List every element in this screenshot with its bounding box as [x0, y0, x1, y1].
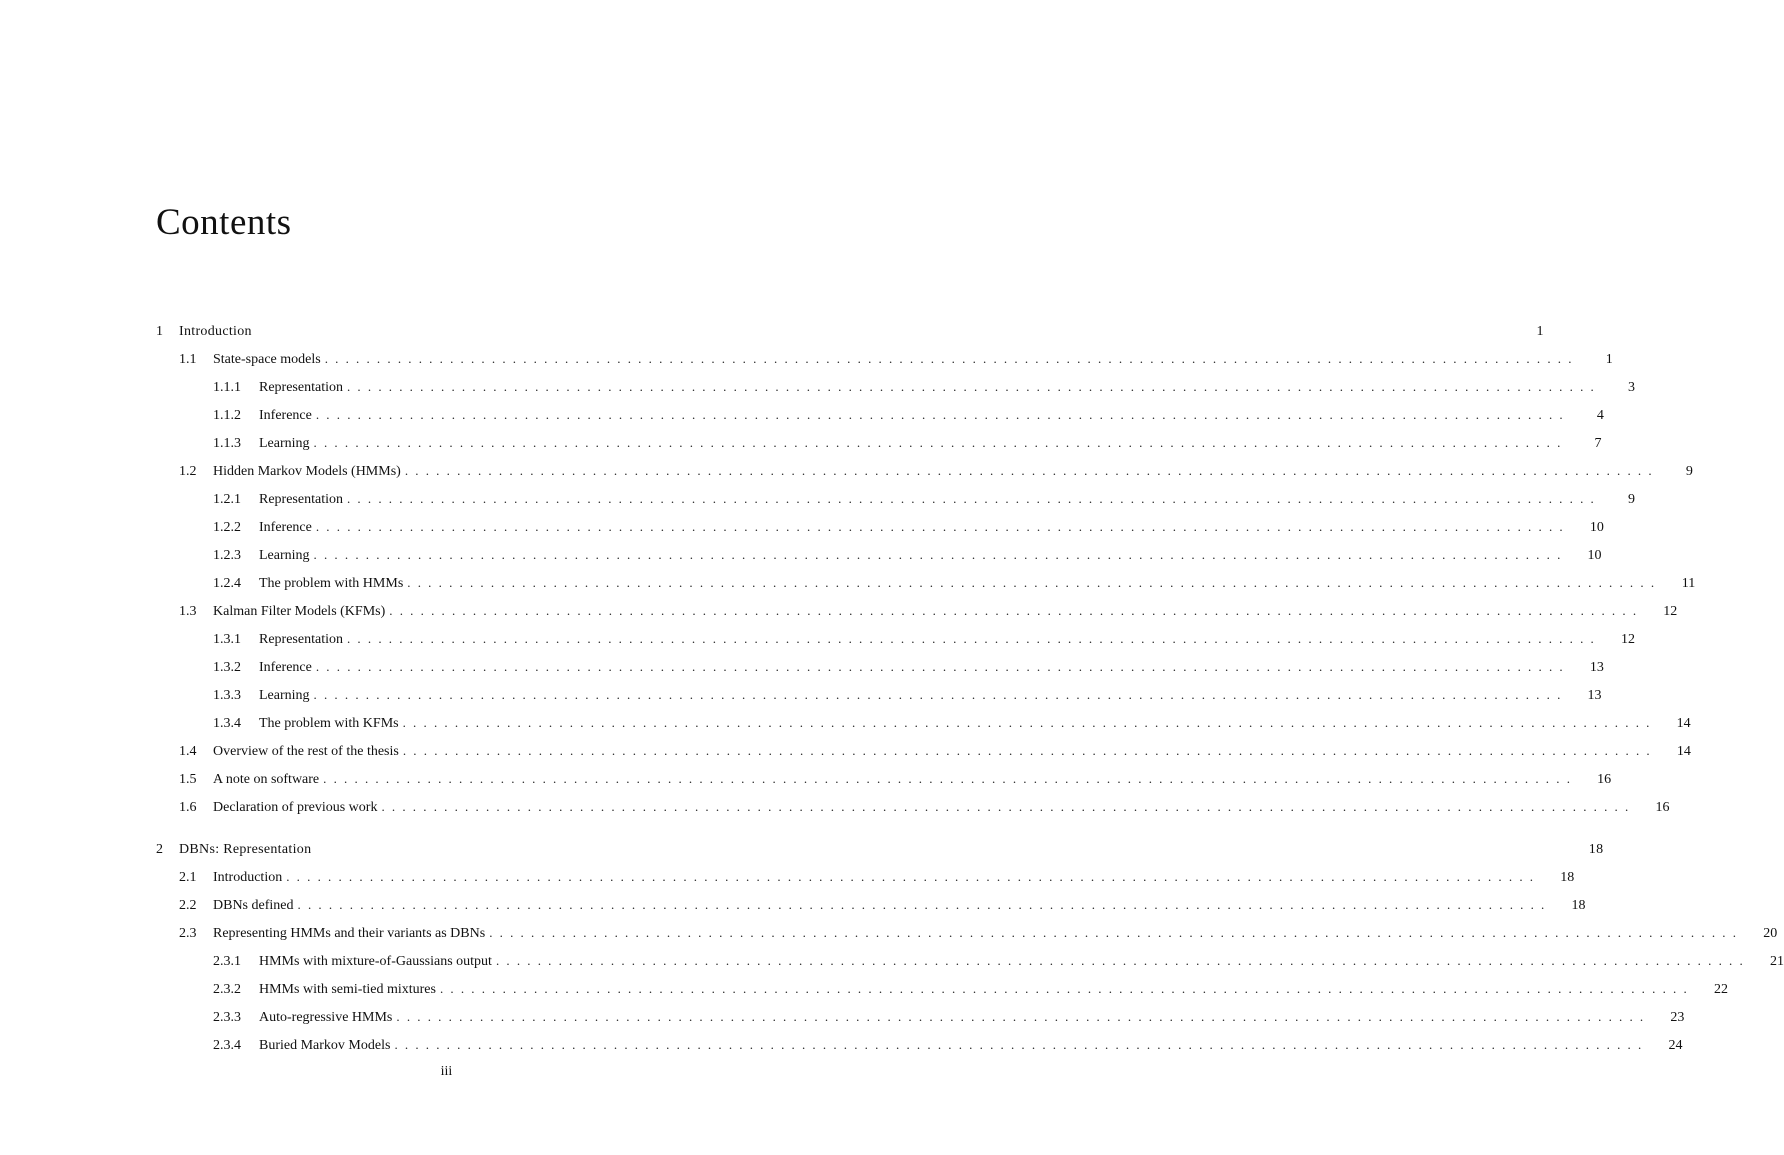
toc-entry-page: 14 — [1676, 744, 1691, 759]
toc-entry-page: 18 — [1571, 898, 1586, 913]
toc-entry-number: 1.1 — [179, 352, 197, 367]
toc-entry-number: 1.3.4 — [213, 716, 241, 731]
dot-leader: ........................................................................................................................ — [313, 687, 1568, 702]
toc-subsection-entry[interactable] — [156, 573, 1696, 593]
toc-entry-number: 1.5 — [179, 772, 197, 787]
page-title: Contents — [156, 202, 292, 243]
dot-leader: ........................................................................................................................ — [313, 435, 1568, 450]
toc-entry-title: The problem with KFMs — [259, 716, 399, 731]
toc-entry-number: 1.3.2 — [213, 660, 241, 675]
toc-entry-page: 11 — [1681, 576, 1696, 591]
toc-entry-page: 4 — [1596, 408, 1604, 423]
toc-entry-number: 2.3 — [179, 926, 197, 941]
toc-entry-number: 1.1.3 — [213, 436, 241, 451]
dot-leader: ........................................................................................................................ — [381, 799, 1636, 814]
toc-entry-number: 1.1.2 — [213, 408, 241, 423]
toc-entry-title: The problem with HMMs — [259, 576, 404, 591]
toc-entry-number: 1.2.1 — [213, 492, 241, 507]
toc-entry-page: 22 — [1713, 982, 1728, 997]
toc-entry-title: Representation — [259, 492, 343, 507]
dot-leader: ........................................................................................................................ — [396, 1009, 1651, 1024]
toc-entry-title: HMMs with semi-tied mixtures — [259, 982, 436, 997]
toc-subsection-entry[interactable] — [156, 951, 1784, 971]
dot-leader: ........................................................................................................................ — [402, 715, 1657, 730]
dot-leader: ........................................................................................................................ — [323, 771, 1578, 786]
toc-section-entry[interactable] — [156, 867, 1575, 887]
toc-subsection-entry[interactable] — [156, 713, 1691, 733]
toc-section-entry[interactable] — [156, 895, 1586, 915]
dot-leader: ........................................................................................................................ — [402, 743, 1657, 758]
toc-entry-title: Hidden Markov Models (HMMs) — [213, 464, 401, 479]
toc-entry-number: 1.2.3 — [213, 548, 241, 563]
toc-entry-title: Inference — [259, 520, 312, 535]
dot-leader: ........................................................................................................................ — [407, 575, 1662, 590]
toc-entry-page: 24 — [1668, 1038, 1683, 1053]
toc-section-entry[interactable] — [156, 349, 1613, 369]
toc-entry-title: A note on software — [213, 772, 320, 787]
toc-entry-number: 2.3.2 — [213, 982, 241, 997]
dot-leader: ........................................................................................................................ — [389, 603, 1644, 618]
toc-entry-title: Learning — [259, 688, 310, 703]
toc-entry-page: 1 — [1536, 324, 1544, 339]
toc-entry-title: Kalman Filter Models (KFMs) — [213, 604, 386, 619]
toc-entry-title: Learning — [259, 548, 310, 563]
toc-entry-title: Introduction — [213, 870, 283, 885]
toc-entry-title: Overview of the rest of the thesis — [213, 744, 399, 759]
toc-entry-title: Auto-regressive HMMs — [259, 1010, 393, 1025]
toc-subsection-entry[interactable] — [156, 433, 1602, 453]
toc-section-entry[interactable] — [156, 741, 1691, 761]
toc-entry-page: 16 — [1597, 772, 1612, 787]
toc-entry-title: Representing HMMs and their variants as DBNs — [213, 926, 486, 941]
toc-entry-page: 21 — [1769, 954, 1784, 969]
toc-entry-number: 1.1.1 — [213, 380, 241, 395]
toc-entry-title: DBNs: Representation — [179, 842, 312, 857]
dot-leader: ........................................................................................................................ — [324, 351, 1579, 366]
toc-subsection-entry[interactable] — [156, 545, 1602, 565]
toc-entry-title: HMMs with mixture-of-Gaussians output — [259, 954, 492, 969]
toc-entry-page: 1 — [1605, 352, 1613, 367]
toc-entry-title: Introduction — [179, 324, 252, 339]
dot-leader: ........................................................................................................................ — [404, 463, 1659, 478]
toc-subsection-entry[interactable] — [156, 377, 1635, 397]
toc-entry-title: Inference — [259, 408, 312, 423]
toc-entry-page: 10 — [1587, 548, 1602, 563]
toc-subsection-entry[interactable] — [156, 685, 1602, 705]
toc-entry-page: 9 — [1685, 464, 1693, 479]
toc-subsection-entry[interactable] — [156, 489, 1635, 509]
toc-entry-page: 3 — [1627, 380, 1635, 395]
toc-entry-number: 1.6 — [179, 800, 197, 815]
dot-leader: ........................................................................................................................ — [315, 407, 1570, 422]
toc-chapter-entry[interactable] — [156, 321, 1544, 341]
dot-leader: ........................................................................................................................ — [313, 547, 1568, 562]
toc-entry-page: 7 — [1594, 436, 1602, 451]
toc-entry-page: 9 — [1627, 492, 1635, 507]
toc-entry-page: 13 — [1587, 688, 1602, 703]
toc-subsection-entry[interactable] — [156, 657, 1604, 677]
toc-entry-page: 18 — [1588, 842, 1604, 857]
dot-leader: ........................................................................................................................ — [489, 925, 1744, 940]
dot-leader: ........................................................................................................................ — [439, 981, 1694, 996]
toc-entry-number: 1 — [156, 324, 164, 339]
toc-entry-page: 12 — [1620, 632, 1635, 647]
toc-subsection-entry[interactable] — [156, 629, 1635, 649]
dot-leader: ........................................................................................................................ — [495, 953, 1750, 968]
toc-entry-number: 2.2 — [179, 898, 197, 913]
toc-section-entry[interactable] — [156, 769, 1612, 789]
toc-subsection-entry[interactable] — [156, 979, 1728, 999]
dot-leader: ........................................................................................................................ — [394, 1037, 1649, 1052]
toc-subsection-entry[interactable] — [156, 1007, 1685, 1027]
toc-entry-page: 16 — [1655, 800, 1670, 815]
toc-entry-number: 2 — [156, 842, 164, 857]
toc-entry-number: 1.2 — [179, 464, 197, 479]
dot-leader: ........................................................................................................................ — [346, 491, 1601, 506]
toc-entry-title: DBNs defined — [213, 898, 294, 913]
toc-entry-page: 20 — [1763, 926, 1778, 941]
toc-entry-title: Buried Markov Models — [259, 1038, 391, 1053]
toc-entry-title: Declaration of previous work — [213, 800, 378, 815]
toc-entry-title: State-space models — [213, 352, 321, 367]
dot-leader: ........................................................................................................................ — [297, 897, 1552, 912]
toc-section-entry[interactable] — [156, 461, 1693, 481]
dot-leader: ........................................................................................................................ — [346, 631, 1601, 646]
toc-subsection-entry[interactable] — [156, 1035, 1683, 1055]
toc-section-entry[interactable] — [156, 797, 1670, 817]
toc-entry-number: 2.3.3 — [213, 1010, 241, 1025]
toc-section-entry[interactable] — [156, 923, 1778, 943]
toc-entry-number: 1.2.2 — [213, 520, 241, 535]
toc-entry-number: 2.3.1 — [213, 954, 241, 969]
toc-entry-page: 14 — [1676, 716, 1691, 731]
toc-entry-page: 10 — [1589, 520, 1604, 535]
toc-entry-number: 1.2.4 — [213, 576, 241, 591]
dot-leader: ........................................................................................................................ — [315, 659, 1570, 674]
toc-entry-page: 12 — [1663, 604, 1678, 619]
toc-entry-number: 1.4 — [179, 744, 197, 759]
dot-leader: ........................................................................................................................ — [286, 869, 1541, 884]
toc-entry-number: 1.3.1 — [213, 632, 241, 647]
dot-leader: ........................................................................................................................ — [346, 379, 1601, 394]
toc-entry-title: Learning — [259, 436, 310, 451]
toc-entry-title: Representation — [259, 632, 343, 647]
toc-section-entry[interactable] — [156, 601, 1678, 621]
toc-entry-title: Representation — [259, 380, 343, 395]
toc-entry-page: 13 — [1589, 660, 1604, 675]
toc-entry-page: 23 — [1670, 1010, 1685, 1025]
toc-subsection-entry[interactable] — [156, 405, 1604, 425]
toc-subsection-entry[interactable] — [156, 517, 1604, 537]
toc-entry-title: Inference — [259, 660, 312, 675]
toc-entry-number: 2.3.4 — [213, 1038, 241, 1053]
toc-entry-page: 18 — [1560, 870, 1575, 885]
toc-chapter-entry[interactable] — [156, 839, 1604, 859]
toc-entry-number: 1.3.3 — [213, 688, 241, 703]
toc-entry-number: 2.1 — [179, 870, 197, 885]
page-number: iii — [440, 1064, 453, 1079]
toc-entry-number: 1.3 — [179, 604, 197, 619]
dot-leader: ........................................................................................................................ — [315, 519, 1570, 534]
